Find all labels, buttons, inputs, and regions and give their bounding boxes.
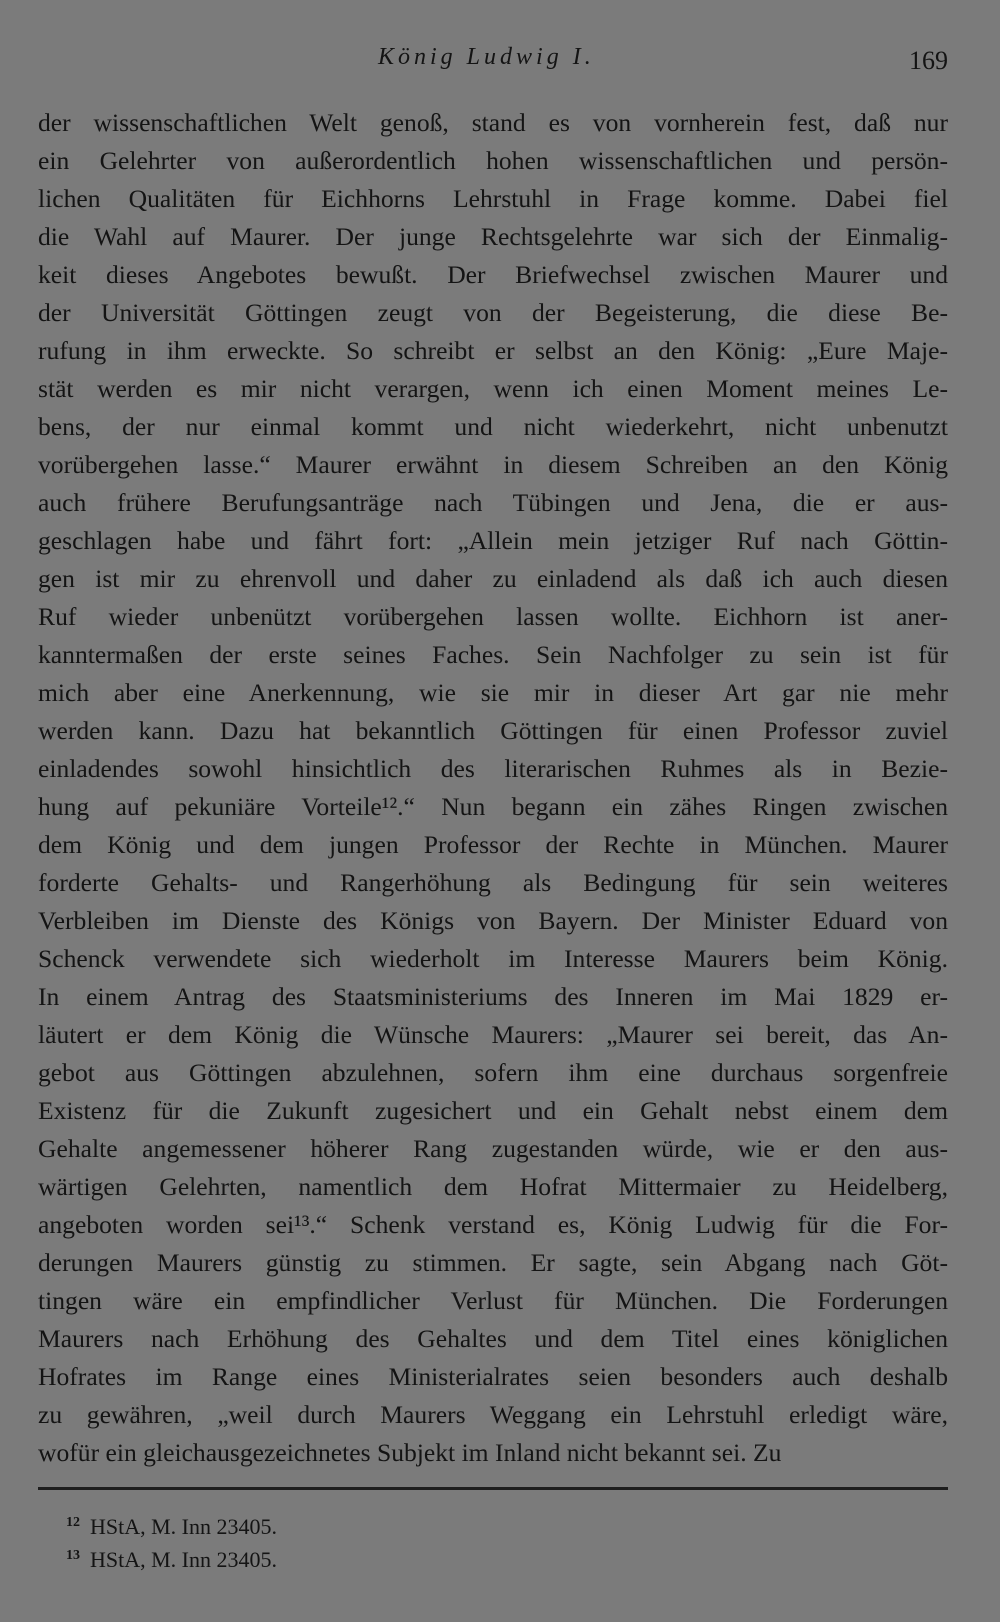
text-line: auch frühere Berufungsanträge nach Tübingen und Jena, die er aus-: [38, 488, 948, 517]
text-line: läutert er dem König die Wünsche Maurers: „Maurer sei bereit, das An-: [38, 1020, 948, 1049]
footnote-mark: 13: [66, 1548, 80, 1563]
running-title: König Ludwig I.: [378, 44, 595, 70]
text-line: der Universität Göttingen zeugt von der Begeisterung, die diese Be-: [38, 298, 948, 327]
text-line: forderte Gehalts- und Rangerhöhung als Bedingung für sein weiteres: [38, 868, 948, 897]
text-line: stät werden es mir nicht verargen, wenn ich einen Moment meines Le-: [38, 374, 948, 403]
text-line: hung auf pekuniäre Vorteile¹².“ Nun begann ein zähes Ringen zwischen: [38, 792, 948, 821]
text-line: Hofrates im Range eines Ministerialrates seien besonders auch deshalb: [38, 1362, 948, 1391]
page-number: 169: [909, 46, 948, 75]
text-line: tingen wäre ein empfindlicher Verlust für München. Die Forderungen: [38, 1286, 948, 1315]
text-line: Schenck verwendete sich wiederholt im Interesse Maurers beim König.: [38, 944, 948, 973]
text-line: Gehalte angemessener höherer Rang zugestanden würde, wie er den aus-: [38, 1134, 948, 1163]
text-line: wofür ein gleichausgezeichnetes Subjekt im Inland nicht bekannt sei. Zu: [38, 1438, 782, 1467]
footnote-rule: [38, 1487, 948, 1490]
text-line: gebot aus Göttingen abzulehnen, sofern ihm eine durchaus sorgenfreie: [38, 1058, 948, 1087]
text-line: zu gewähren, „weil durch Maurers Weggang ein Lehrstuhl erledigt wäre,: [38, 1400, 948, 1429]
footnote-mark: 12: [66, 1515, 80, 1530]
text-line: rufung in ihm erweckte. So schreibt er selbst an den König: „Eure Maje-: [38, 336, 948, 365]
text-line: lichen Qualitäten für Eichhorns Lehrstuhl in Frage komme. Dabei fiel: [38, 184, 948, 213]
footnote: [66, 1506, 277, 1539]
footnote-text: HStA, M. Inn 23405.: [90, 1547, 278, 1572]
text-line: ein Gelehrter von außerordentlich hohen wissenschaftlichen und persön-: [38, 146, 948, 175]
text-line: Verbleiben im Dienste des Königs von Bayern. Der Minister Eduard von: [38, 906, 948, 935]
text-line: gen ist mir zu ehrenvoll und daher zu einladend als daß ich auch diesen: [38, 564, 948, 593]
text-line: bens, der nur einmal kommt und nicht wiederkehrt, nicht unbenutzt: [38, 412, 948, 441]
text-line: angeboten worden sei¹³.“ Schenk verstand es, König Ludwig für die For-: [38, 1210, 948, 1239]
text-line: Existenz für die Zukunft zugesichert und ein Gehalt nebst einem dem: [38, 1096, 948, 1125]
footnotes: [66, 1506, 277, 1572]
footnote: [66, 1539, 277, 1572]
text-line: der wissenschaftlichen Welt genoß, stand es von vornherein fest, daß nur: [38, 108, 948, 137]
text-line: wärtigen Gelehrten, namentlich dem Hofrat Mittermaier zu Heidelberg,: [38, 1172, 948, 1201]
text-line: mich aber eine Anerkennung, wie sie mir in dieser Art gar nie mehr: [38, 678, 948, 707]
body-text: [38, 104, 948, 1472]
text-line: die Wahl auf Maurer. Der junge Rechtsgelehrte war sich der Einmalig-: [38, 222, 948, 251]
text-line: kanntermaßen der erste seines Faches. Sein Nachfolger zu sein ist für: [38, 640, 948, 669]
text-line: vorübergehen lasse.“ Maurer erwähnt in diesem Schreiben an den König: [38, 450, 948, 479]
running-head: [0, 40, 1000, 80]
text-line: werden kann. Dazu hat bekanntlich Göttingen für einen Professor zuviel: [38, 716, 948, 745]
text-line: keit dieses Angebotes bewußt. Der Briefwechsel zwischen Maurer und: [38, 260, 948, 289]
text-line: Maurers nach Erhöhung des Gehaltes und dem Titel eines königlichen: [38, 1324, 948, 1353]
text-line: dem König und dem jungen Professor der Rechte in München. Maurer: [38, 830, 948, 859]
text-line: derungen Maurers günstig zu stimmen. Er sagte, sein Abgang nach Göt-: [38, 1248, 948, 1277]
text-line: In einem Antrag des Staatsministeriums des Inneren im Mai 1829 er-: [38, 982, 948, 1011]
text-line: geschlagen habe und fährt fort: „Allein mein jetziger Ruf nach Göttin-: [38, 526, 948, 555]
footnote-text: HStA, M. Inn 23405.: [90, 1514, 278, 1539]
text-line: einladendes sowohl hinsichtlich des literarischen Ruhmes als in Bezie-: [38, 754, 948, 783]
text-line: Ruf wieder unbenützt vorübergehen lassen wollte. Eichhorn ist aner-: [38, 602, 948, 631]
